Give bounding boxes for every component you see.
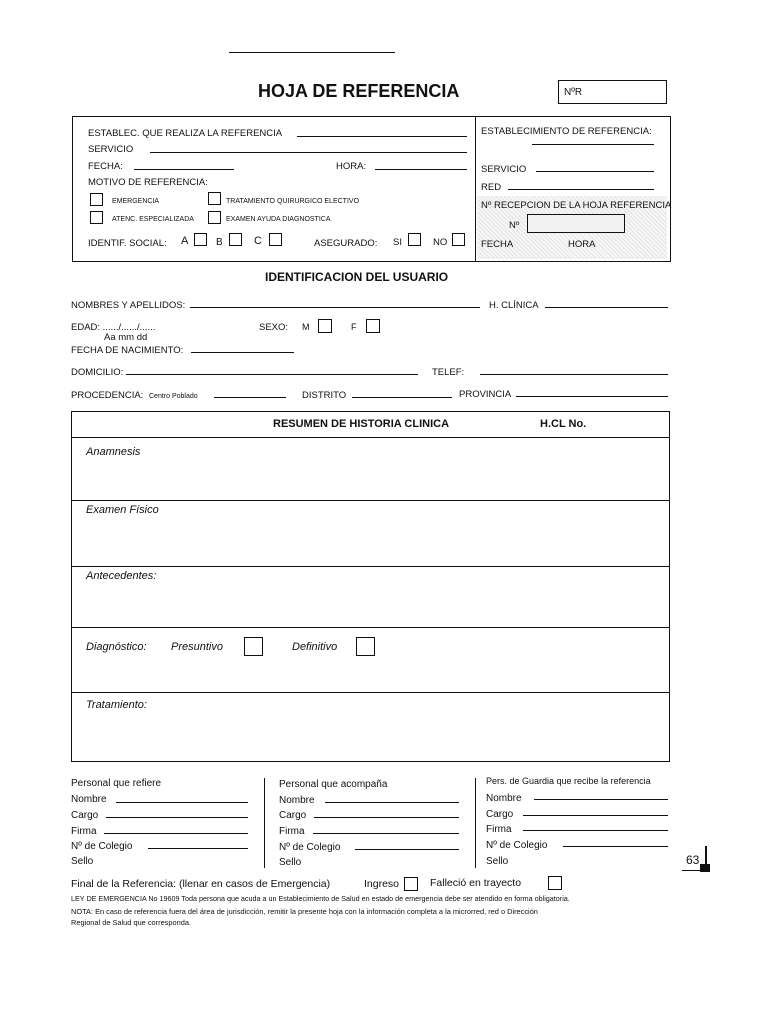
presuntivo-label: Presuntivo <box>171 641 223 653</box>
fallecio-label: Falleció en trayecto <box>430 877 522 889</box>
edad-label: EDAD: ....../....../...... <box>71 322 156 333</box>
top-rule <box>229 52 395 53</box>
col3-cargo-field[interactable] <box>523 815 668 816</box>
fecha-nac-field[interactable] <box>191 352 294 353</box>
no-label: NO <box>433 237 448 248</box>
col1-nombre-label: Nombre <box>71 794 107 805</box>
col3-firma-field[interactable] <box>523 830 668 831</box>
col3-nombre-label: Nombre <box>486 793 522 804</box>
distrito-label: DISTRITO <box>302 390 347 401</box>
n-label: Nº <box>509 220 520 231</box>
anamnesis-label: Anamnesis <box>86 446 141 458</box>
tratamiento-qx-label: TRATAMIENTO QUIRURGICO ELECTIVO <box>226 198 360 205</box>
opt-c-checkbox[interactable] <box>269 233 282 246</box>
col3-firma-label: Firma <box>486 824 512 835</box>
diagnostico-label: Diagnóstico: <box>86 641 147 653</box>
nombres-field[interactable] <box>190 307 480 308</box>
ingreso-checkbox[interactable] <box>404 877 418 891</box>
col1-colegio-label: Nº de Colegio <box>71 841 133 852</box>
domicilio-field[interactable] <box>126 374 418 375</box>
establec-field[interactable] <box>297 136 467 137</box>
hcl-label: H.CL No. <box>540 418 587 430</box>
historia-rule-3 <box>72 566 669 567</box>
page-corner-block <box>700 864 710 872</box>
hora-label: HORA: <box>336 161 367 172</box>
col2-title: Personal que acompaña <box>279 779 388 790</box>
nombres-label: NOMBRES Y APELLIDOS: <box>71 300 186 311</box>
hclinica-label: H. CLÍNICA <box>489 300 539 311</box>
opt-a-checkbox[interactable] <box>194 233 207 246</box>
col2-nombre-field[interactable] <box>325 802 459 803</box>
red-field[interactable] <box>508 189 654 190</box>
establec-label: ESTABLEC. QUE REALIZA LA REFERENCIA <box>88 128 283 139</box>
historia-rule-5 <box>72 692 669 693</box>
ingreso-label: Ingreso <box>364 878 400 890</box>
sexo-f-checkbox[interactable] <box>366 319 380 333</box>
col2-firma-label: Firma <box>279 826 305 837</box>
col1-firma-field[interactable] <box>104 833 248 834</box>
col3-cargo-label: Cargo <box>486 809 514 820</box>
tratamiento-qx-checkbox[interactable] <box>208 192 221 205</box>
emergencia-checkbox[interactable] <box>90 193 103 206</box>
col3-nombre-field[interactable] <box>534 799 668 800</box>
definitivo-label: Definitivo <box>292 641 338 653</box>
emergencia-label: EMERGENCIA <box>112 198 160 205</box>
recepcion-number-box[interactable] <box>527 214 625 233</box>
historia-box <box>71 411 670 762</box>
col2-cargo-label: Cargo <box>279 810 307 821</box>
presuntivo-checkbox[interactable] <box>244 637 263 656</box>
nota-text-2: Regional de Salud que corresponda. <box>71 918 191 927</box>
asegurado-label: ASEGURADO: <box>314 238 378 249</box>
sexo-m-checkbox[interactable] <box>318 319 332 333</box>
page-number: 63 <box>686 853 700 867</box>
examen-ayuda-label: EXAMEN AYUDA DIAGNOSTICA <box>226 216 331 223</box>
col2-colegio-field[interactable] <box>355 849 459 850</box>
telef-field[interactable] <box>480 374 668 375</box>
procedencia-label: PROCEDENCIA: <box>71 390 144 401</box>
col3-title: Pers. de Guardia que recibe la referencia <box>486 776 651 786</box>
hclinica-field[interactable] <box>545 307 668 308</box>
no-checkbox[interactable] <box>452 233 465 246</box>
final-label: Final de la Referencia: (llenar en casos de Emergencia) <box>71 878 331 890</box>
edad-units: Aa mm dd <box>104 332 148 343</box>
opt-c-label: C <box>254 235 262 247</box>
nota-text-1: NOTA: En caso de referencia fuera del área de jurisdicción, remitir la presente hoja con la información completa a la microrred, red o Dirección <box>71 907 538 916</box>
col1-sello-label: Sello <box>71 856 94 867</box>
hora-r-label: HORA <box>568 239 596 250</box>
atenc-checkbox[interactable] <box>90 211 103 224</box>
historia-rule-1 <box>72 437 669 438</box>
ley-text: LEY DE EMERGENCIA No 19609 Toda persona que acuda a un Establecimiento de Salud en estado de emergencia debe ser atendido en forma obligatoria. <box>71 894 570 903</box>
servicio-r-field[interactable] <box>536 171 654 172</box>
page-title: HOJA DE REFERENCIA <box>258 81 460 101</box>
col1-colegio-field[interactable] <box>148 848 248 849</box>
fecha-nac-label: FECHA DE NACIMIENTO: <box>71 345 184 356</box>
f-label: F <box>351 322 357 332</box>
col2-firma-field[interactable] <box>313 833 459 834</box>
fallecio-checkbox[interactable] <box>548 876 562 890</box>
provincia-field[interactable] <box>516 396 668 397</box>
col1-nombre-field[interactable] <box>116 802 248 803</box>
servicio-r-label: SERVICIO <box>481 164 527 175</box>
sexo-label: SEXO: <box>259 322 289 333</box>
usuario-heading: IDENTIFICACION DEL USUARIO <box>265 270 449 284</box>
historia-rule-2 <box>72 500 669 501</box>
col2-nombre-label: Nombre <box>279 795 315 806</box>
centro-poblado-label: Centro Poblado <box>149 393 198 400</box>
historia-heading: RESUMEN DE HISTORIA CLINICA <box>273 418 450 430</box>
opt-b-checkbox[interactable] <box>229 233 242 246</box>
fecha-label: FECHA: <box>88 161 123 172</box>
opt-b-label: B <box>216 237 223 248</box>
col3-colegio-field[interactable] <box>563 846 668 847</box>
telef-label: TELEF: <box>432 367 465 378</box>
m-label: M <box>302 322 310 332</box>
header-divider <box>475 117 476 261</box>
definitivo-checkbox[interactable] <box>356 637 375 656</box>
fecha-field[interactable] <box>134 169 234 170</box>
col1-cargo-field[interactable] <box>106 817 248 818</box>
col3-colegio-label: Nº de Colegio <box>486 840 548 851</box>
centro-poblado-field[interactable] <box>214 397 286 398</box>
antecedentes-label: Antecedentes: <box>86 570 157 582</box>
si-checkbox[interactable] <box>408 233 421 246</box>
identif-social-label: IDENTIF. SOCIAL: <box>88 238 167 249</box>
hora-field[interactable] <box>375 169 467 170</box>
col2-colegio-label: Nº de Colegio <box>279 842 341 853</box>
fecha-r-label: FECHA <box>481 239 514 250</box>
opt-a-label: A <box>181 235 189 247</box>
col2-cargo-field[interactable] <box>314 817 459 818</box>
col1-cargo-label: Cargo <box>71 810 99 821</box>
establecimiento-ref-field[interactable] <box>532 144 654 145</box>
col3-sello-label: Sello <box>486 856 509 867</box>
nr-label: NºR <box>564 87 583 98</box>
personal-divider-2 <box>475 778 476 868</box>
servicio-field[interactable] <box>150 152 467 153</box>
si-label: SI <box>393 237 402 248</box>
provincia-label: PROVINCIA <box>459 389 512 400</box>
col1-firma-label: Firma <box>71 826 97 837</box>
personal-divider-1 <box>264 778 265 868</box>
distrito-field[interactable] <box>352 397 452 398</box>
red-label: RED <box>481 182 502 193</box>
establecimiento-ref-label: ESTABLECIMIENTO DE REFERENCIA: <box>481 126 652 137</box>
historia-rule-4 <box>72 627 669 628</box>
nr-box[interactable] <box>558 80 667 104</box>
col1-title: Personal que refiere <box>71 778 162 789</box>
recepcion-label: Nº RECEPCION DE LA HOJA REFERENCIA <box>481 200 672 211</box>
domicilio-label: DOMICILIO: <box>71 367 124 378</box>
tratamiento-label: Tratamiento: <box>86 699 147 711</box>
col2-sello-label: Sello <box>279 857 302 868</box>
servicio-label: SERVICIO <box>88 144 134 155</box>
motivo-label: MOTIVO DE REFERENCIA: <box>88 177 208 188</box>
atenc-label: ATENC. ESPECIALIZADA <box>112 216 194 223</box>
examen-label: Examen Físico <box>86 504 159 516</box>
examen-ayuda-checkbox[interactable] <box>208 211 221 224</box>
